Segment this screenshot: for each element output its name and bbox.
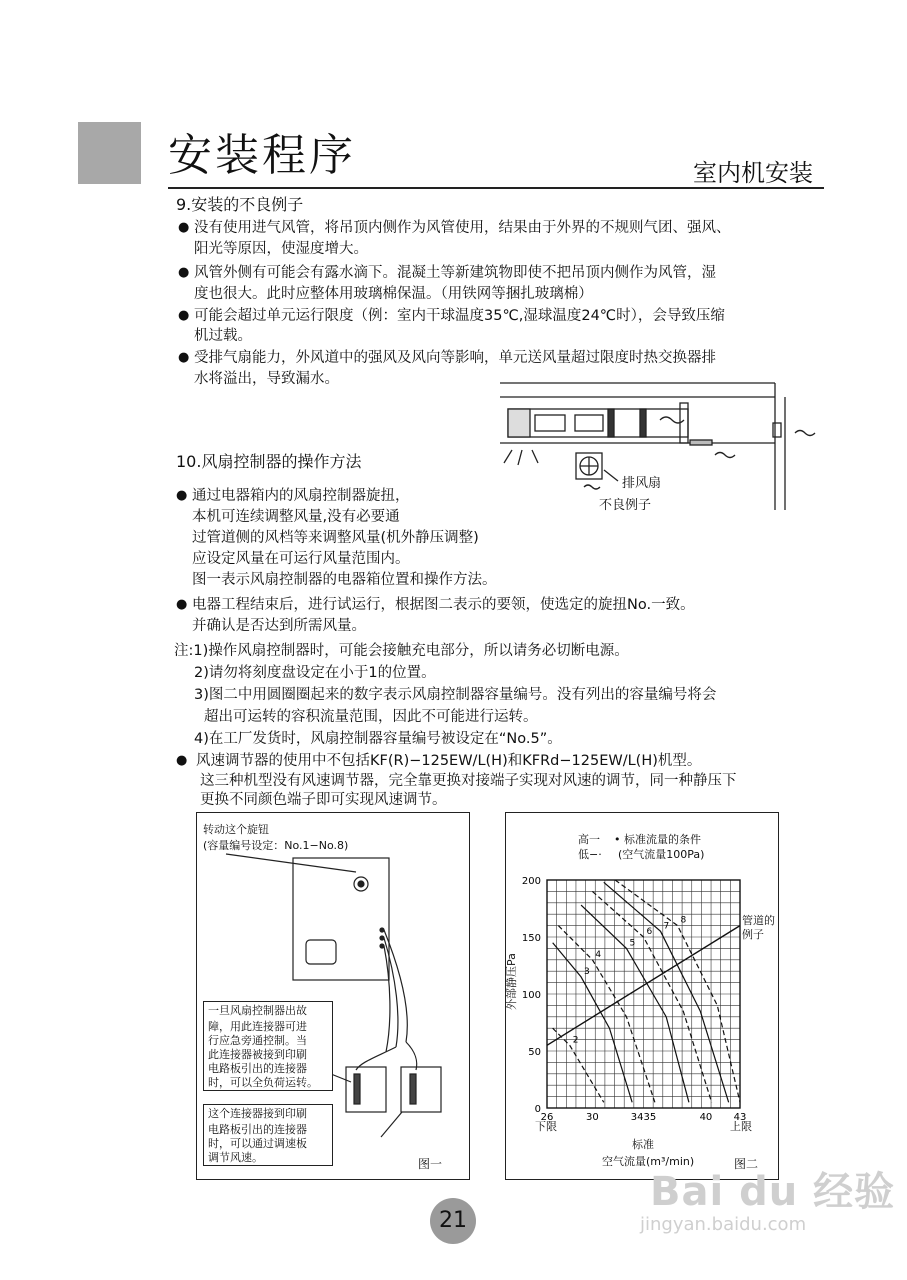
figure-1-caption: 图一 bbox=[418, 1157, 443, 1171]
x-tick-label: 3435 bbox=[630, 1112, 657, 1123]
text-line: 机过载。 bbox=[194, 328, 252, 344]
legend-low: 低−· bbox=[578, 848, 602, 861]
x-tick-label: 40 bbox=[699, 1112, 713, 1123]
legend-condition-detail: (空气流量100Pa) bbox=[618, 848, 705, 861]
text-line: 电器工程结束后，进行试运行，根据图二表示的要领，使选定的旋扭No.一致。 bbox=[192, 597, 695, 613]
note-line: 注:1)操作风扇控制器时，可能会接触充电部分，所以请务必切断电源。 bbox=[174, 643, 629, 659]
lower-limit-label: 下限 bbox=[535, 1120, 557, 1133]
figure-2-caption: 图二 bbox=[734, 1157, 759, 1171]
note-line: 2)请勿将刻度盘设定在小于1的位置。 bbox=[194, 665, 436, 681]
note-line: 一旦风扇控制器出故 bbox=[208, 1004, 307, 1017]
legend-condition: • 标准流量的条件 bbox=[614, 833, 701, 846]
section-10-heading: 10.风扇控制器的操作方法 bbox=[176, 452, 362, 471]
note-line: 超出可运转的容积流量范围，因此不可能进行运转。 bbox=[204, 709, 538, 725]
text-line: 受排气扇能力，外风道中的强风及风向等影响，单元送风量超过限度时热交换器排 bbox=[194, 350, 716, 366]
text-line: 并确认是否达到所需风量。 bbox=[192, 618, 366, 634]
note-line: 风速调节器的使用中不包括KF(R)−125EW/L(H)和KFRd−125EW/L(H)机型。 bbox=[196, 753, 702, 769]
note-line: 这个连接器接到印刷 bbox=[208, 1107, 307, 1120]
page-number: 21 bbox=[430, 1198, 476, 1244]
x-tick-label: 30 bbox=[586, 1112, 599, 1123]
upper-limit-label: 上限 bbox=[730, 1120, 752, 1133]
legend-high: 高一 bbox=[578, 833, 600, 846]
bullet: ● bbox=[176, 753, 188, 768]
y-tick-label: 0 bbox=[534, 1104, 541, 1115]
note-line: 电路板引出的连接器 bbox=[208, 1123, 307, 1136]
page-title: 安装程序 bbox=[168, 130, 356, 181]
text-line: 图一表示风扇控制器的电器箱位置和操作方法。 bbox=[192, 572, 497, 588]
duct-label-2: 例子 bbox=[742, 928, 764, 941]
y-tick-label: 100 bbox=[521, 990, 541, 1001]
bad-installation-diagram bbox=[490, 375, 820, 515]
section-9-heading: 9.安装的不良例子 bbox=[176, 195, 304, 214]
note-line: 4)在工厂发货时，风扇控制器容量编号被设定在“No.5”。 bbox=[194, 731, 562, 747]
series-line-3 bbox=[553, 943, 632, 1103]
curve-number-label: 3 bbox=[584, 966, 590, 977]
text-line: 过管道侧的风档等来调整风量(机外静压调整) bbox=[192, 530, 479, 546]
curve-number-label: 2 bbox=[572, 1035, 579, 1046]
y-axis-label: 外部静压Pa bbox=[505, 953, 518, 1010]
y-tick-label: 150 bbox=[521, 933, 541, 944]
text-line: 水将溢出，导致漏水。 bbox=[194, 371, 339, 387]
y-tick-label: 200 bbox=[521, 876, 541, 887]
x-tick-label: 43 bbox=[733, 1112, 747, 1123]
note-line: 更换不同颜色端子即可实现风速调节。 bbox=[200, 792, 447, 808]
note-line: 这三种机型没有风速调节器，完全靠更换对接端子实现对风速的调节，同一种静压下 bbox=[200, 773, 737, 789]
note-line: 调节风速。 bbox=[208, 1151, 263, 1164]
curve-number-label: 4 bbox=[595, 949, 602, 960]
bullet: ● bbox=[176, 488, 188, 503]
curve-number-label: 8 bbox=[680, 915, 687, 926]
text-line: 可能会超过单元运行限度（例：室内干球温度35℃,湿球温度24℃时），会导致压缩 bbox=[194, 308, 725, 324]
note-line: 障，用此连接器可进 bbox=[208, 1020, 307, 1033]
note-line: 时，可以全负荷运转。 bbox=[208, 1076, 318, 1089]
x-tick-label: 26 bbox=[540, 1112, 554, 1123]
text-line: 应设定风量在可运行风量范围内。 bbox=[192, 551, 410, 567]
text-line: 阳光等原因，使湿度增大。 bbox=[194, 241, 368, 257]
note-line: 此连接器被接到印刷 bbox=[208, 1048, 307, 1061]
note-line: 行应急旁通控制。当 bbox=[208, 1034, 307, 1047]
note-line: 电路板引出的连接器 bbox=[208, 1062, 307, 1075]
knob-label: 转动这个旋钮 bbox=[203, 823, 269, 836]
text-line: 度也很大。此时应整体用玻璃棉保温。（用铁网等捆扎玻璃棉） bbox=[194, 286, 593, 302]
exhaust-fan-label: 排风扇 bbox=[622, 476, 662, 491]
speed-note-box bbox=[203, 1104, 333, 1166]
fan-performance-chart bbox=[505, 812, 777, 1178]
knob-range-label: (容量编号设定：No.1−No.8) bbox=[203, 839, 349, 852]
bullet: ● bbox=[178, 308, 190, 323]
bypass-note-box bbox=[203, 1001, 333, 1091]
bullet: ● bbox=[178, 265, 190, 280]
curve-number-label: 5 bbox=[629, 938, 636, 949]
x-axis-label: 空气流量(m³/min) bbox=[602, 1155, 695, 1168]
page-subtitle: 室内机安装 bbox=[693, 159, 813, 187]
standard-label: 标准 bbox=[632, 1138, 654, 1151]
text-line: 本机可连续调整风量,没有必要通 bbox=[192, 509, 400, 525]
bullet: ● bbox=[178, 350, 190, 365]
note-line: 时，可以通过调速板 bbox=[208, 1137, 307, 1150]
curve-number-label: 6 bbox=[646, 927, 653, 937]
text-line: 通过电器箱内的风扇控制器旋扭， bbox=[192, 488, 410, 504]
series-line-4 bbox=[558, 926, 654, 1103]
curve-number-label: 7 bbox=[663, 921, 670, 932]
bad-example-label: 不良例子 bbox=[599, 498, 652, 513]
section-marker bbox=[78, 122, 141, 184]
text-line: 没有使用进气风管，将吊顶内侧作为风管使用，结果由于外界的不规则气团、强风、 bbox=[194, 220, 731, 236]
header-divider bbox=[168, 187, 824, 189]
bullet: ● bbox=[176, 597, 188, 612]
note-line: 3)图二中用圆圈圈起来的数字表示风扇控制器容量编号。没有列出的容量编号将会 bbox=[194, 687, 717, 703]
y-tick-label: 50 bbox=[528, 1047, 541, 1058]
bullet: ● bbox=[178, 220, 190, 235]
text-line: 风管外侧有可能会有露水滴下。混凝土等新建筑物即使不把吊顶内侧作为风管，湿 bbox=[194, 265, 716, 281]
watermark-url: jingyan.baidu.com bbox=[640, 1214, 807, 1235]
duct-label: 管道的 bbox=[742, 914, 775, 927]
watermark-logo: Bai du 经验 bbox=[650, 1169, 896, 1215]
